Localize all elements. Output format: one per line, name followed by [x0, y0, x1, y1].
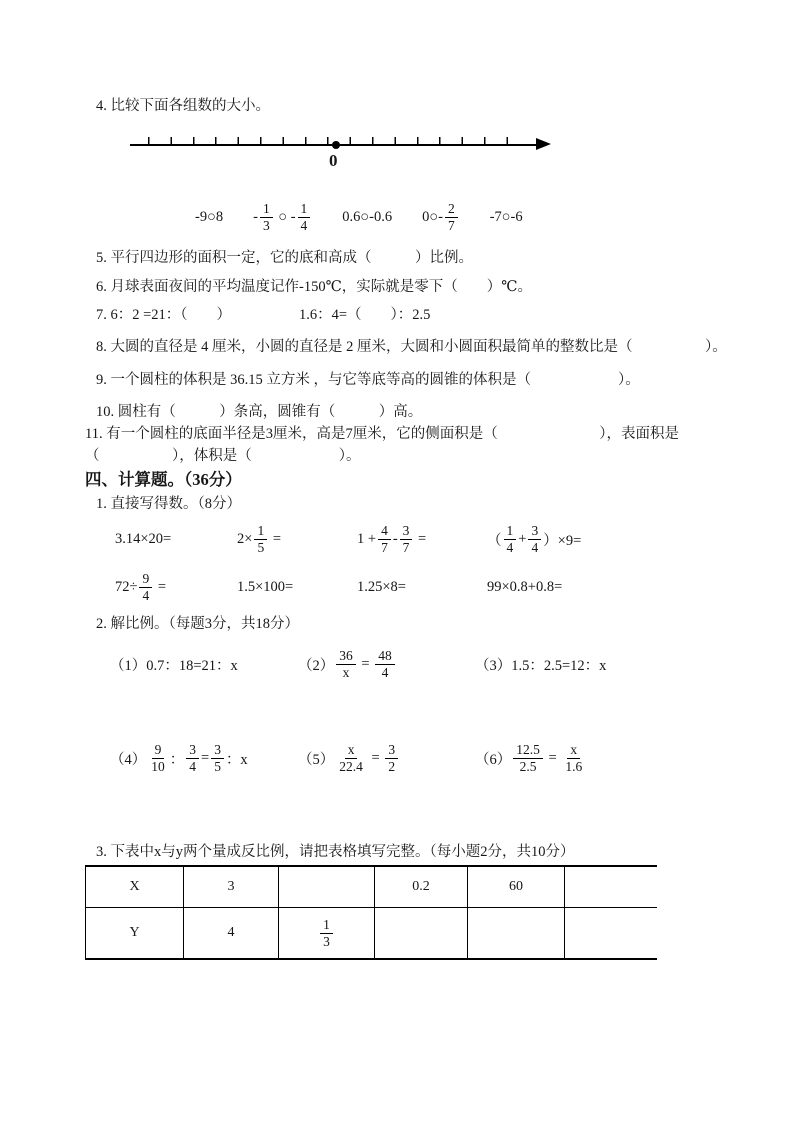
expression-text: （3）1.5：2.5=12：x — [475, 657, 607, 674]
fraction-denominator: 5 — [257, 539, 265, 555]
equation — [475, 654, 606, 675]
table-cell: 60 — [468, 866, 565, 908]
inverse-proportion-table — [85, 865, 657, 960]
fraction-denominator: x — [342, 664, 350, 680]
fraction — [186, 742, 199, 774]
fraction-denominator: 7 — [402, 539, 410, 555]
table-cell: 3 — [184, 866, 279, 908]
expression-text: （6） — [475, 751, 512, 768]
expression-text: 99×0.8+0.8= — [487, 578, 563, 595]
expression-text: 1.25×8= — [357, 578, 406, 595]
expression-text: （2） — [298, 657, 335, 674]
subsection-3-title: 3. 下表中x与y两个量成反比例，请把表格填写完整。（每小题2分，共10分） — [96, 844, 575, 860]
section-heading: 四、计算题。（36分） — [85, 470, 242, 489]
expression-text: - — [392, 530, 398, 547]
question-10: 10. 圆柱有（ ）条高，圆锥有（ ）高。 — [96, 404, 423, 420]
fraction-numerator: 3 — [528, 523, 541, 540]
question-5: 5. 平行四边形的面积一定，它的底和高成（ ）比例。 — [96, 250, 473, 266]
expression-text: - — [253, 208, 258, 225]
question-7-part-b: 1.6：4=（ ）：2.5 — [299, 307, 431, 323]
fraction-numerator: x — [567, 742, 580, 759]
arrow-right-icon — [536, 138, 551, 150]
table-cell: 0.2 — [375, 866, 468, 908]
question-9: 9. 一个圆柱的体积是 36.15 立方米 ，与它等底等高的圆锥的体积是（ ）。 — [96, 372, 640, 388]
expression-text: ：x — [225, 751, 248, 768]
table-cell — [279, 908, 375, 960]
fraction — [211, 742, 224, 774]
table-row-y — [86, 908, 658, 960]
subsection-2-title: 2. 解比例。（每题3分，共18分） — [96, 616, 299, 632]
comparison-pair-4 — [422, 201, 460, 233]
fraction — [375, 648, 395, 680]
fraction-numerator: 48 — [375, 648, 395, 665]
comparison-pair-5 — [490, 209, 523, 226]
fraction — [513, 742, 543, 774]
fraction-denominator: 1.6 — [565, 758, 583, 774]
fraction-numerator: 1 — [320, 917, 333, 934]
subsection-1-title: 1. 直接写得数。（8分） — [96, 496, 241, 512]
equation — [475, 742, 587, 774]
proportion-row-1 — [110, 640, 741, 688]
expression-text: = — [544, 749, 561, 766]
question-8: 8. 大圆的直径是 4 厘米，小圆的直径是 2 厘米，大圆和小圆面积最简单的整数比是（ ）。 — [96, 339, 727, 355]
expression-text: -9○8 — [195, 208, 224, 225]
fraction — [139, 571, 152, 603]
expression-text: = — [269, 530, 281, 547]
zero-label: 0 — [329, 151, 338, 170]
expression — [357, 523, 487, 555]
fraction-denominator: 7 — [447, 217, 455, 233]
expression-text: 0.6○-0.6 — [342, 208, 393, 225]
fraction-denominator: 3 — [323, 933, 330, 949]
calc-row-2 — [115, 566, 741, 608]
fraction — [400, 523, 413, 555]
fraction-numerator: 4 — [378, 523, 391, 540]
fraction — [298, 201, 311, 233]
table-cell — [279, 866, 375, 908]
fraction-denominator: 4 — [381, 664, 389, 680]
question-11: 11. 有一个圆柱的底面半径是3厘米，高是7厘米，它的侧面积是（ ），表面积是（ ），体积是（ ）。 — [85, 426, 679, 464]
fraction-numerator: 1 — [298, 201, 311, 218]
fraction — [336, 648, 356, 680]
fraction-numerator: 3 — [400, 523, 413, 540]
fraction-numerator: x — [345, 742, 358, 759]
table-row-x — [86, 866, 658, 908]
fraction-numerator: 12.5 — [513, 742, 543, 759]
expression-text: 1 + — [357, 530, 377, 547]
table-cell: Y — [86, 908, 184, 960]
fraction — [378, 523, 391, 555]
expression-text: = — [357, 655, 374, 672]
fraction-denominator: 4 — [300, 217, 308, 233]
expression-text: 1.5×100= — [237, 578, 294, 595]
equation — [298, 648, 475, 680]
fraction-numerator: 9 — [152, 742, 165, 759]
expression-text: （ — [487, 532, 502, 549]
fraction-numerator: 1 — [260, 201, 273, 218]
expression — [487, 523, 581, 555]
fraction — [148, 742, 168, 774]
fraction-numerator: 9 — [139, 571, 152, 588]
calc-row-1 — [115, 518, 741, 560]
expression-text: = — [201, 749, 210, 766]
fraction-denominator: 2.5 — [519, 758, 537, 774]
table-cell — [375, 908, 468, 960]
equation — [298, 742, 475, 774]
fraction-numerator: 3 — [385, 742, 398, 759]
fraction-denominator: 10 — [151, 758, 165, 774]
fraction-numerator: 3 — [186, 742, 199, 759]
fraction — [260, 201, 273, 233]
expression-text: 0○- — [422, 208, 443, 225]
question-7 — [96, 305, 741, 326]
expression — [237, 579, 357, 596]
fraction-denominator: 4 — [142, 587, 150, 603]
fraction — [504, 523, 517, 555]
expression-text: = — [367, 749, 384, 766]
expression — [487, 579, 562, 596]
fraction-numerator: 1 — [254, 523, 267, 540]
comparison-row — [195, 195, 741, 239]
zero-point-dot — [332, 141, 340, 149]
expression-text: （5） — [298, 751, 335, 768]
fraction-numerator: 2 — [445, 201, 458, 218]
question-7-part-a: 7. 6：2 =21：（ ） — [96, 307, 232, 323]
expression — [237, 523, 357, 555]
fraction-denominator: 7 — [381, 539, 388, 555]
expression-text: -7○-6 — [489, 208, 523, 225]
fraction-denominator: 3 — [262, 217, 270, 233]
fraction-numerator: 3 — [211, 742, 224, 759]
expression — [115, 531, 237, 548]
proportion-row-2 — [110, 734, 741, 782]
fraction-denominator: 2 — [388, 758, 396, 774]
expression-text: 2× — [237, 530, 253, 547]
fraction-denominator: 4 — [189, 758, 196, 774]
expression-text: ： — [169, 751, 185, 768]
fraction-denominator: 4 — [506, 539, 514, 555]
expression-text: = — [154, 578, 167, 595]
fraction-numerator: 36 — [336, 648, 356, 665]
fraction — [445, 201, 458, 233]
comparison-pair-1 — [195, 209, 223, 226]
equation — [110, 654, 298, 675]
equation — [110, 742, 298, 774]
question-4: 4. 比较下面各组数的大小。 — [96, 98, 270, 114]
fraction — [336, 742, 366, 774]
number-line — [96, 131, 741, 189]
fraction — [528, 523, 541, 555]
fraction — [320, 917, 333, 949]
fraction — [562, 742, 585, 774]
expression-text: = — [414, 530, 427, 547]
expression-text: 72÷ — [115, 578, 138, 595]
expression — [357, 579, 487, 596]
expression-text: （4） — [110, 751, 147, 768]
fraction-denominator: 22.4 — [339, 758, 363, 774]
comparison-pair-3 — [342, 209, 392, 226]
fraction-denominator: 5 — [214, 758, 221, 774]
expression-text: 3.14×20= — [115, 530, 172, 547]
table-cell — [565, 908, 658, 960]
fraction-numerator: 1 — [504, 523, 517, 540]
table-cell: X — [86, 866, 184, 908]
fraction — [385, 742, 398, 774]
table-cell: 4 — [184, 908, 279, 960]
table-cell — [468, 908, 565, 960]
expression — [115, 571, 237, 603]
expression-text: + — [518, 530, 527, 547]
question-6: 6. 月球表面夜间的平均温度记作-150℃，实际就是零下（ ）℃。 — [96, 279, 533, 295]
table-cell — [565, 866, 658, 908]
expression-text: ）×9= — [543, 532, 582, 549]
fraction-denominator: 4 — [531, 539, 539, 555]
expression-text: （1）0.7：18=21：x — [110, 657, 238, 674]
fraction — [254, 523, 267, 555]
comparison-pair-2 — [253, 201, 312, 233]
expression-text: ○ - — [274, 208, 296, 225]
